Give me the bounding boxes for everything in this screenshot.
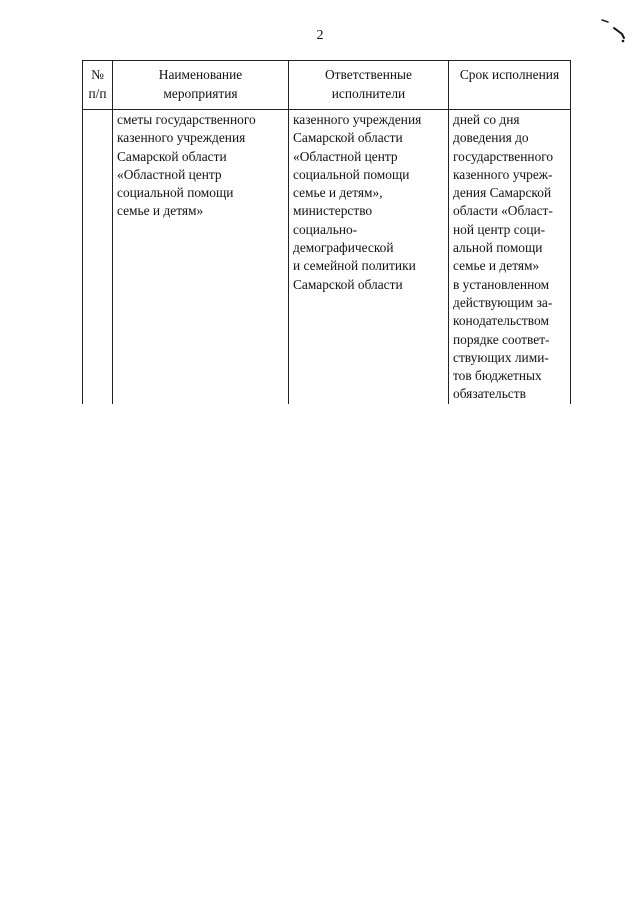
cell-responsible-line: семье и детям», [293,185,383,201]
cell-responsible-line: и семейной политики [293,258,416,274]
cell-deadline [449,110,571,404]
cell-deadline-line: доведения до [453,130,529,146]
cell-responsible-line: Самарской области [293,276,403,292]
cell-number [83,110,113,404]
cell-name-line: «Областной центр [117,166,222,182]
cell-name-line: семье и детям» [117,203,204,219]
table-row [83,110,571,404]
cell-deadline-line: ной центр соци- [453,221,546,237]
cell-deadline-line: тов бюджетных [453,368,542,384]
cell-name-line: сметы государственного [117,112,256,127]
cell-name-line: Самарской области [117,148,227,164]
cell-responsible-line: демографической [293,240,394,256]
cell-responsible-line: министерство [293,203,373,219]
cell-responsible-line: социальной помощи [293,166,410,182]
header-name [113,61,289,110]
header-number-line2: п/п [88,85,107,101]
cell-name-line: казенного учреждения [117,130,246,146]
header-responsible-line1: Ответственные [325,67,412,83]
cell-deadline-line: дения Самарской [453,185,552,201]
cell-deadline-line: обязательств [453,386,526,402]
cell-name [113,110,289,404]
page-number: 2 [316,28,324,43]
cell-deadline-line: действующим за- [453,294,553,310]
handwritten-mark-icon [598,14,628,48]
header-responsible-line2: исполнители [331,85,406,101]
cell-responsible [289,110,449,404]
cell-responsible-line: казенного учреждения [293,112,422,127]
header-deadline-text: Срок исполнения [459,67,560,82]
cell-name-line: социальной помощи [117,185,234,201]
cell-deadline-line: конодательством [453,313,549,329]
cell-deadline-line: альной помощи [453,240,543,256]
cell-deadline-line: порядке соответ- [453,331,550,347]
cell-responsible-line: социально- [293,221,358,237]
cell-deadline-line: государственного [453,148,554,164]
header-responsible [289,61,449,110]
table-header-row [83,61,571,110]
cell-deadline-line: в установленном [453,276,550,292]
cell-responsible-line: Самарской области [293,130,403,146]
header-number [83,61,113,110]
activities-table [82,60,571,404]
cell-deadline-line: семье и детям» [453,258,540,274]
cell-deadline-line: казенного учреж- [453,166,553,182]
cell-deadline-line: ствующих лими- [453,349,549,365]
cell-deadline-line: дней со дня [453,112,520,127]
header-name-line2: мероприятия [163,85,238,101]
header-number-line1: № [91,67,104,83]
header-deadline [449,61,571,110]
header-name-line1: Наименование [158,67,243,83]
cell-responsible-line: «Областной центр [293,148,398,164]
cell-deadline-line: области «Облаcт- [453,203,553,219]
